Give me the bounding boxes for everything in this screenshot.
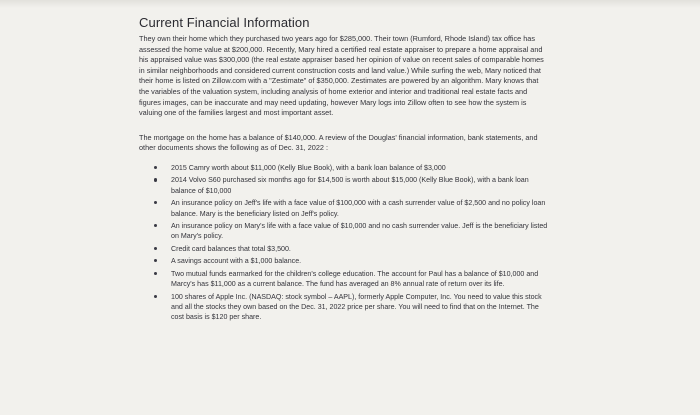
section-title: Current Financial Information [139,15,310,30]
bullet-dot [154,247,157,250]
list-item-text: 2014 Volvo S60 purchased six months ago for $14,500 is worth about $15,000 (Kelly Blue Book), with a bank loan balance of $10,000 [171,176,529,195]
list-item [154,292,549,323]
list-item-text: An insurance policy on Jeff's life with a face value of $100,000 with a cash surrender value of $2,500 and no policy loan balance. Mary is the beneficiary listed on Jeff's policy. [171,199,546,218]
list-item [154,198,549,219]
bullet-dot [154,259,157,262]
paragraph-mortgage: The mortgage on the home has a balance of $140,000. A review of the Douglas' financial information, bank statements, and other documents shows the following as of Dec. 31, 2022 : [139,132,538,153]
page-top-edge [0,0,700,8]
bullet-dot [154,166,157,169]
bullet-dot [154,295,157,298]
list-item [154,256,549,266]
list-item-text: 100 shares of Apple Inc. (NASDAQ: stock symbol – AAPL), formerly Apple Computer, Inc. You need to value this stock and all the stocks they own based on the Dec. 31, 2022 price per share. You will need to find that on the Internet. The cost basis is $120 per share. [171,292,542,322]
list-item [154,175,549,196]
document-content [139,15,549,325]
bullet-dot [154,201,157,204]
list-item [154,221,549,242]
bullet-dot [154,178,157,181]
list-item-text: An insurance policy on Mary's life with a face value of $10,000 and no cash surrender value. Jeff is the beneficiary listed on Mary's policy. [171,221,548,241]
asset-bullet-list [139,163,549,322]
bullet-dot [154,224,157,227]
bullet-dot [154,272,157,275]
list-item [154,163,549,173]
list-item [154,244,549,254]
paragraph-home-value: They own their home which they purchased two years ago for $285,000. Their town (Rumford, Rhode Island) tax office has assessed the home value at $200,000. Recently, Mary hired a certified real estate appraiser to prepare a home appraisal and his appraised value was $300,000 (the real estate appraiser based her opinion of value on recent sales of comparable homes in similar neighborhoods and considered current construction costs and land value.) While surfing the web, Mary noticed that their home is listed on Zillow.com with a "Zestimate" of $350,000. Zestimates are powered by an algorithm. Mary knows that the variables of the valuation system, including analysis of home exterior and interior and traditional real estate facts and figures images, can be inaccurate and may need updating, however Mary logs into Zillow often to see how the system is valuing one of the families largest and most important asset. [139,34,544,118]
list-item-text: Two mutual funds earmarked for the children's college education. The account for Paul has a balance of $10,000 and Marcy's has $11,000 as a current balance. The fund has averaged an 8% annual rate of return over its life. [171,269,539,289]
list-item [154,269,549,290]
list-item-text: 2015 Camry worth about $11,000 (Kelly Blue Book), with a bank loan balance of $3,000 [171,163,446,172]
list-item-text: Credit card balances that total $3,500. [171,244,291,253]
list-item-text: A savings account with a $1,000 balance. [171,257,302,266]
